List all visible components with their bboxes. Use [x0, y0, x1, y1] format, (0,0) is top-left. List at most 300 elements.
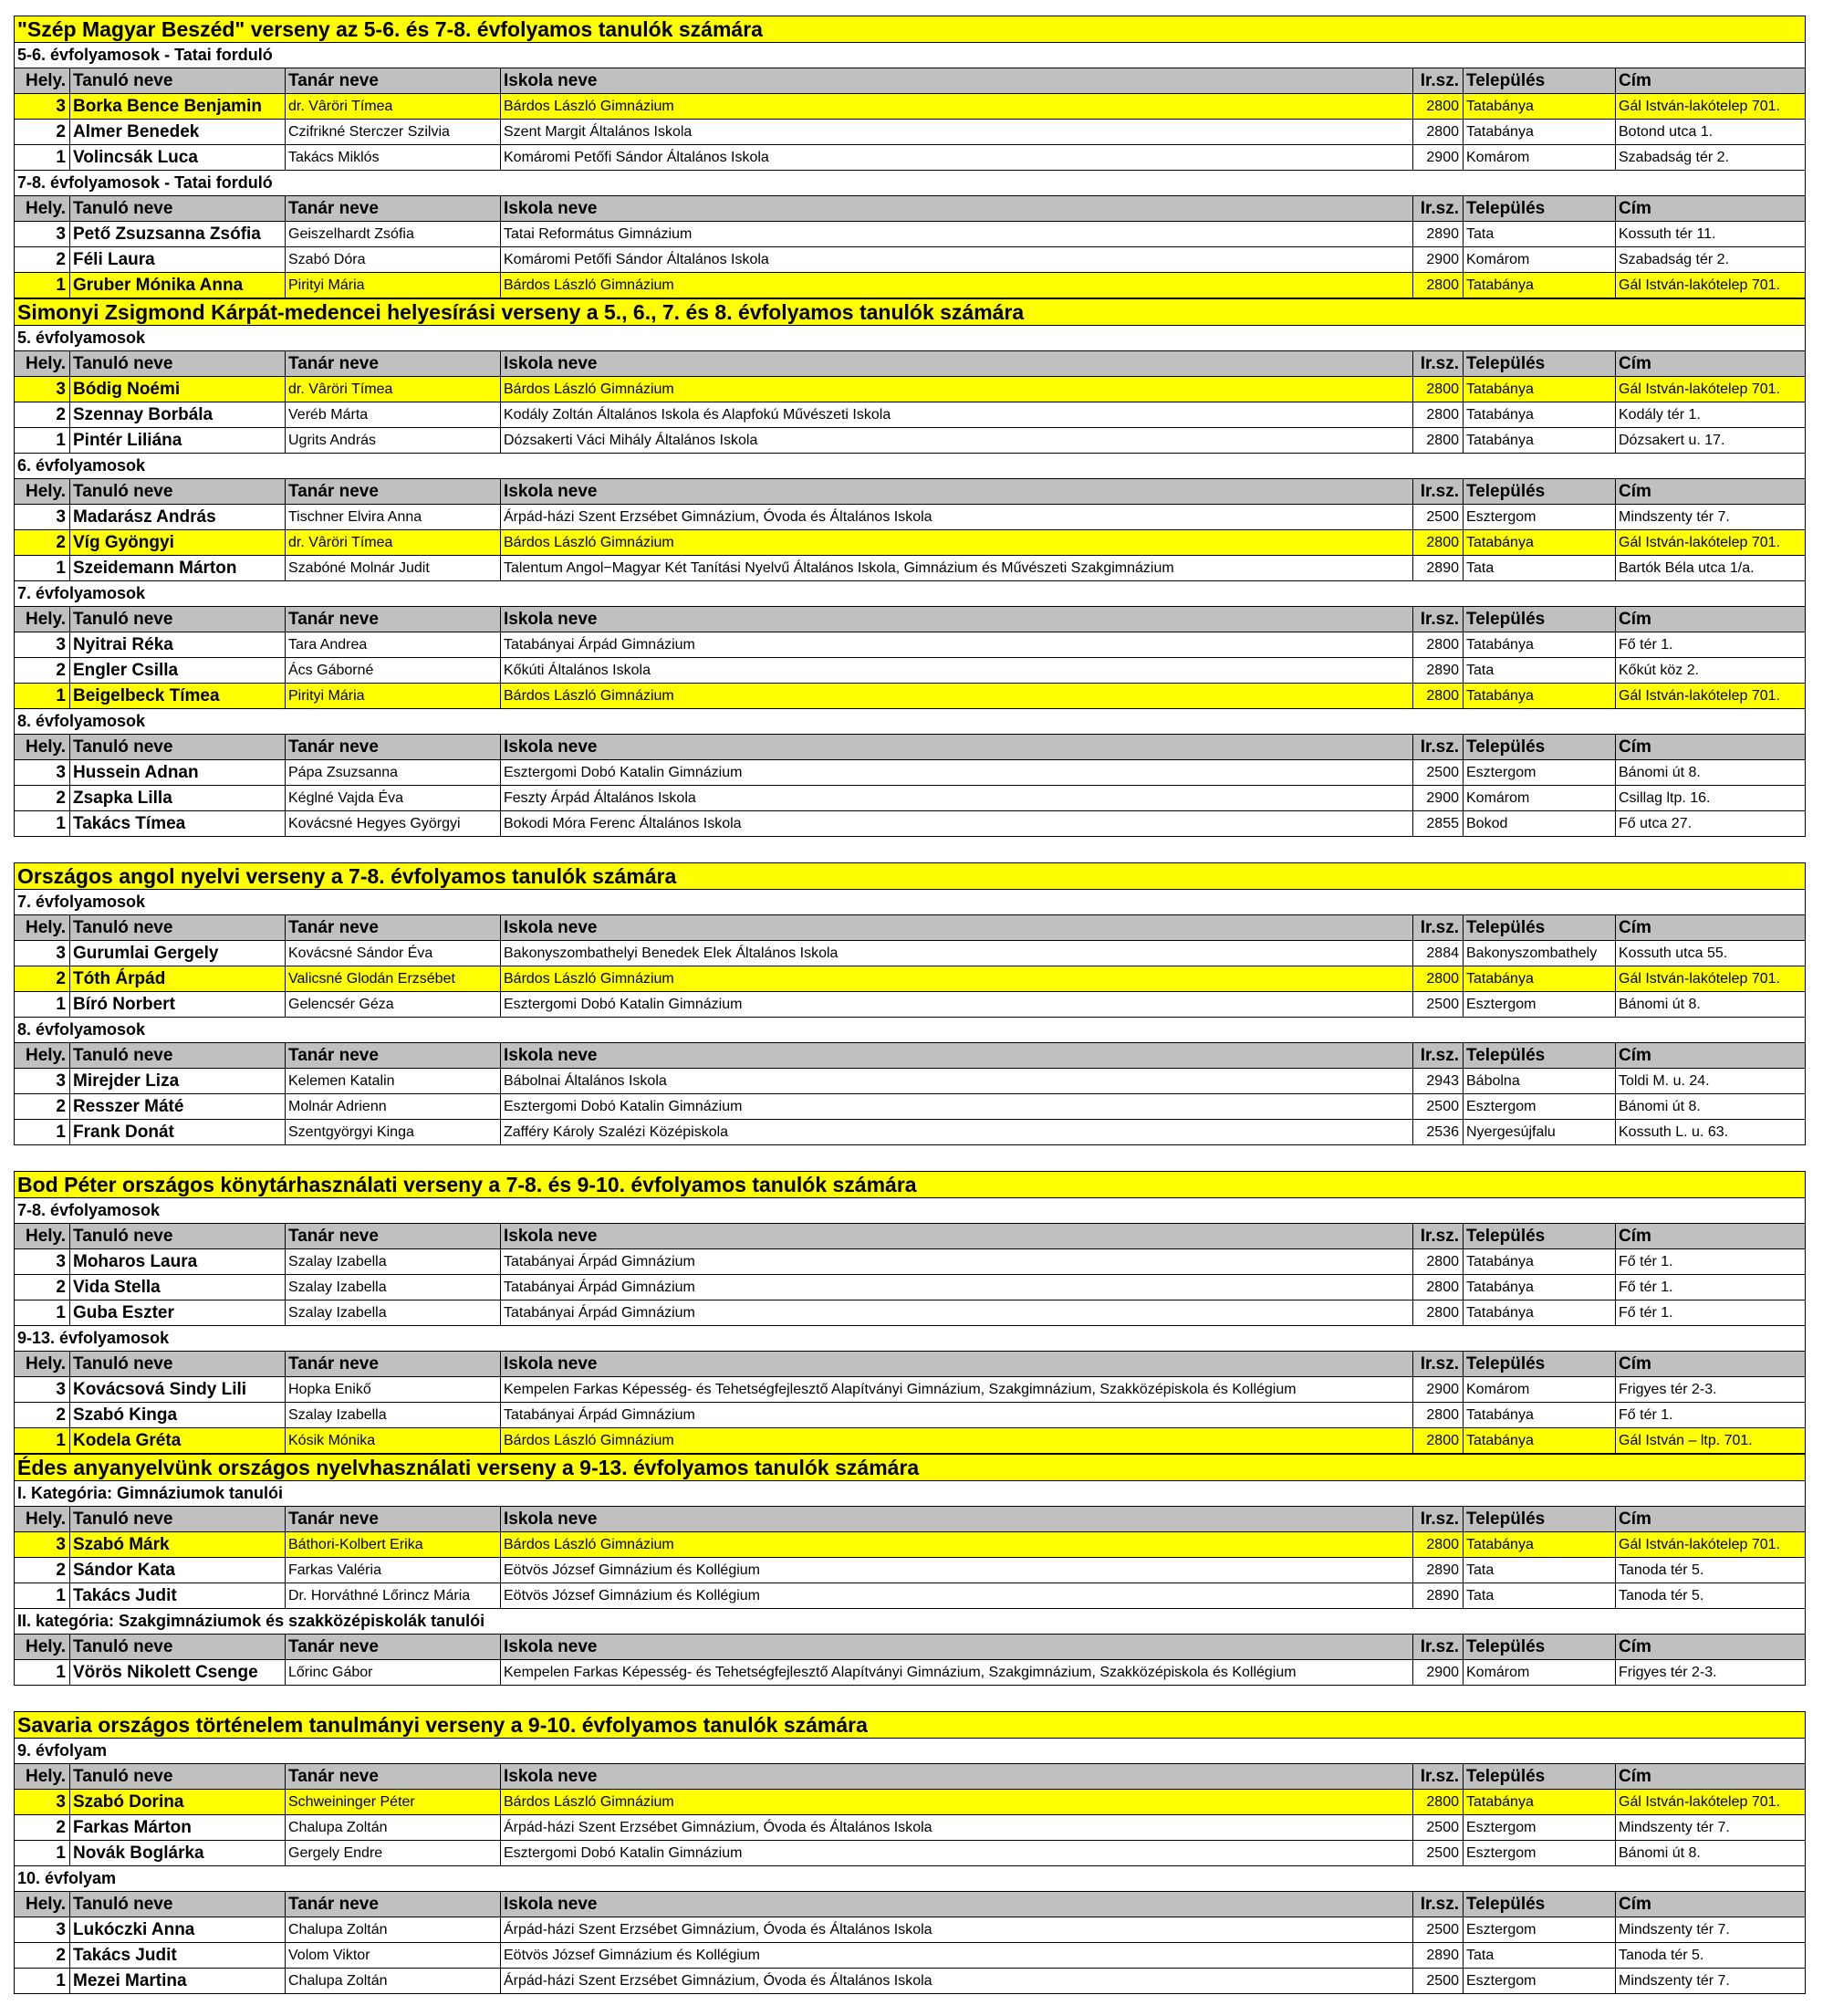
city-cell: Tatabánya	[1464, 377, 1616, 402]
competition-title: Édes anyanyelvünk országos nyelvhasználati verseny a 9-13. évfolyamos tanulók számára	[14, 1454, 1806, 1481]
header-school: Iskola neve	[501, 607, 1413, 632]
student-cell: Hussein Adnan	[70, 760, 286, 786]
city-cell: Tatabánya	[1464, 966, 1616, 992]
school-cell: Bokodi Móra Ferenc Általános Iskola	[501, 811, 1413, 837]
column-header-row	[14, 479, 1806, 505]
zip-cell: 2800	[1413, 1300, 1464, 1326]
student-cell: Tóth Árpád	[70, 966, 286, 992]
place-cell: 2	[14, 247, 70, 273]
school-cell: Bárdos László Gimnázium	[501, 966, 1413, 992]
teacher-cell: Szalay Izabella	[286, 1403, 501, 1428]
grade-group-label: 8. évfolyamosok	[14, 709, 1806, 735]
teacher-cell: Szabó Dóra	[286, 247, 501, 273]
place-cell: 2	[14, 1815, 70, 1841]
zip-cell: 2500	[1413, 1815, 1464, 1841]
header-city: Település	[1464, 607, 1616, 632]
city-cell: Tata	[1464, 1583, 1616, 1609]
school-cell: Árpád-házi Szent Erzsébet Gimnázium, Óvoda és Általános Iskola	[501, 505, 1413, 530]
header-teacher: Tanár neve	[286, 196, 501, 222]
header-place: Hely.	[14, 1764, 70, 1790]
address-cell: Frigyes tér 2-3.	[1616, 1660, 1806, 1686]
teacher-cell: Szabóné Molnár Judit	[286, 556, 501, 581]
result-row	[14, 1917, 1806, 1943]
address-cell: Bánomi út 8.	[1616, 992, 1806, 1018]
column-header-row	[14, 1507, 1806, 1532]
result-row	[14, 1532, 1806, 1558]
header-place: Hely.	[14, 735, 70, 760]
city-cell: Tatabánya	[1464, 428, 1616, 454]
city-cell: Tatabánya	[1464, 1300, 1616, 1326]
teacher-cell: Báthori-Kolbert Erika	[286, 1532, 501, 1558]
place-cell: 2	[14, 1403, 70, 1428]
school-cell: Esztergomi Dobó Katalin Gimnázium	[501, 1094, 1413, 1120]
city-cell: Tatabánya	[1464, 684, 1616, 709]
zip-cell: 2800	[1413, 120, 1464, 145]
city-cell: Bakonyszombathely	[1464, 941, 1616, 966]
header-school: Iskola neve	[501, 479, 1413, 505]
place-cell: 3	[14, 1532, 70, 1558]
school-cell: Szent Margit Általános Iskola	[501, 120, 1413, 145]
place-cell: 1	[14, 1841, 70, 1866]
result-row	[14, 1403, 1806, 1428]
student-cell: Guba Eszter	[70, 1300, 286, 1326]
result-row	[14, 530, 1806, 556]
zip-cell: 2536	[1413, 1120, 1464, 1145]
result-row	[14, 556, 1806, 581]
student-cell: Almer Benedek	[70, 120, 286, 145]
header-school: Iskola neve	[501, 1043, 1413, 1069]
address-cell: Toldi M. u. 24.	[1616, 1069, 1806, 1094]
city-cell: Tata	[1464, 1558, 1616, 1583]
grade-group-label: 9-13. évfolyamosok	[14, 1326, 1806, 1352]
city-cell: Tatabánya	[1464, 1275, 1616, 1300]
city-cell: Tatabánya	[1464, 632, 1616, 658]
results-sheet	[14, 16, 1806, 1994]
header-address: Cím	[1616, 1507, 1806, 1532]
place-cell: 3	[14, 1790, 70, 1815]
header-address: Cím	[1616, 1043, 1806, 1069]
address-cell: Gál István-lakótelep 701.	[1616, 966, 1806, 992]
place-cell: 3	[14, 222, 70, 247]
city-cell: Tatabánya	[1464, 1403, 1616, 1428]
address-cell: Tanoda tér 5.	[1616, 1558, 1806, 1583]
column-header-row	[14, 1764, 1806, 1790]
header-zip: Ir.sz.	[1413, 1352, 1464, 1377]
header-school: Iskola neve	[501, 68, 1413, 94]
school-cell: Bárdos László Gimnázium	[501, 273, 1413, 298]
student-cell: Mezei Martina	[70, 1969, 286, 1994]
result-row	[14, 402, 1806, 428]
city-cell: Tata	[1464, 556, 1616, 581]
student-cell: Pető Zsuzsanna Zsófia	[70, 222, 286, 247]
place-cell: 2	[14, 1275, 70, 1300]
zip-cell: 2900	[1413, 145, 1464, 171]
place-cell: 1	[14, 1583, 70, 1609]
header-student: Tanuló neve	[70, 1764, 286, 1790]
column-header-row	[14, 1635, 1806, 1660]
result-row	[14, 632, 1806, 658]
result-row	[14, 1790, 1806, 1815]
header-school: Iskola neve	[501, 1352, 1413, 1377]
school-cell: Kodály Zoltán Általános Iskola és Alapfokú Művészeti Iskola	[501, 402, 1413, 428]
column-header-row	[14, 1352, 1806, 1377]
place-cell: 1	[14, 1660, 70, 1686]
teacher-cell: Takács Miklós	[286, 145, 501, 171]
result-row	[14, 1377, 1806, 1403]
header-address: Cím	[1616, 735, 1806, 760]
place-cell: 3	[14, 377, 70, 402]
result-row	[14, 1660, 1806, 1686]
teacher-cell: Ács Gáborné	[286, 658, 501, 684]
student-cell: Vörös Nikolett Csenge	[70, 1660, 286, 1686]
address-cell: Fő tér 1.	[1616, 1403, 1806, 1428]
place-cell: 2	[14, 120, 70, 145]
student-cell: Novák Boglárka	[70, 1841, 286, 1866]
school-cell: Dózsakerti Váci Mihály Általános Iskola	[501, 428, 1413, 454]
header-address: Cím	[1616, 1224, 1806, 1249]
place-cell: 2	[14, 1943, 70, 1969]
header-city: Település	[1464, 351, 1616, 377]
address-cell: Fő tér 1.	[1616, 1249, 1806, 1275]
zip-cell: 2800	[1413, 632, 1464, 658]
competition-section	[14, 16, 1806, 298]
zip-cell: 2800	[1413, 273, 1464, 298]
teacher-cell: Ugrits András	[286, 428, 501, 454]
zip-cell: 2500	[1413, 1841, 1464, 1866]
student-cell: Gruber Mónika Anna	[70, 273, 286, 298]
teacher-cell: Veréb Márta	[286, 402, 501, 428]
result-row	[14, 247, 1806, 273]
student-cell: Takács Judit	[70, 1583, 286, 1609]
city-cell: Tatabánya	[1464, 1428, 1616, 1454]
header-city: Település	[1464, 1507, 1616, 1532]
competition-section	[14, 1454, 1806, 1686]
result-row	[14, 94, 1806, 120]
header-school: Iskola neve	[501, 1892, 1413, 1917]
header-city: Település	[1464, 479, 1616, 505]
header-student: Tanuló neve	[70, 607, 286, 632]
zip-cell: 2890	[1413, 658, 1464, 684]
header-teacher: Tanár neve	[286, 351, 501, 377]
competition-title: Savaria országos történelem tanulmányi verseny a 9-10. évfolyamos tanulók számára	[14, 1711, 1806, 1739]
student-cell: Féli Laura	[70, 247, 286, 273]
header-place: Hely.	[14, 1635, 70, 1660]
header-zip: Ir.sz.	[1413, 479, 1464, 505]
student-cell: Lukóczki Anna	[70, 1917, 286, 1943]
header-student: Tanuló neve	[70, 479, 286, 505]
student-cell: Gurumlai Gergely	[70, 941, 286, 966]
city-cell: Tatabánya	[1464, 402, 1616, 428]
teacher-cell: Szalay Izabella	[286, 1275, 501, 1300]
header-place: Hely.	[14, 1507, 70, 1532]
header-address: Cím	[1616, 1635, 1806, 1660]
city-cell: Esztergom	[1464, 1841, 1616, 1866]
place-cell: 1	[14, 273, 70, 298]
teacher-cell: Czifrikné Sterczer Szilvia	[286, 120, 501, 145]
header-city: Település	[1464, 1635, 1616, 1660]
header-city: Település	[1464, 1764, 1616, 1790]
header-school: Iskola neve	[501, 196, 1413, 222]
competition-section	[14, 1171, 1806, 1454]
city-cell: Tatabánya	[1464, 94, 1616, 120]
school-cell: Esztergomi Dobó Katalin Gimnázium	[501, 760, 1413, 786]
place-cell: 1	[14, 428, 70, 454]
address-cell: Kossuth utca 55.	[1616, 941, 1806, 966]
header-student: Tanuló neve	[70, 351, 286, 377]
header-address: Cím	[1616, 68, 1806, 94]
zip-cell: 2800	[1413, 684, 1464, 709]
header-teacher: Tanár neve	[286, 1352, 501, 1377]
header-school: Iskola neve	[501, 915, 1413, 941]
zip-cell: 2800	[1413, 1790, 1464, 1815]
student-cell: Mirejder Liza	[70, 1069, 286, 1094]
header-place: Hely.	[14, 479, 70, 505]
place-cell: 1	[14, 1428, 70, 1454]
place-cell: 3	[14, 760, 70, 786]
student-cell: Szennay Borbála	[70, 402, 286, 428]
place-cell: 3	[14, 94, 70, 120]
teacher-cell: Lőrinc Gábor	[286, 1660, 501, 1686]
competition-section	[14, 298, 1806, 837]
address-cell: Bánomi út 8.	[1616, 1841, 1806, 1866]
city-cell: Tatabánya	[1464, 1790, 1616, 1815]
city-cell: Tatabánya	[1464, 273, 1616, 298]
column-header-row	[14, 351, 1806, 377]
header-zip: Ir.sz.	[1413, 196, 1464, 222]
header-student: Tanuló neve	[70, 196, 286, 222]
city-cell: Tata	[1464, 658, 1616, 684]
column-header-row	[14, 607, 1806, 632]
result-row	[14, 684, 1806, 709]
school-cell: Bárdos László Gimnázium	[501, 377, 1413, 402]
grade-group-label: 6. évfolyamosok	[14, 454, 1806, 479]
address-cell: Szabadság tér 2.	[1616, 247, 1806, 273]
student-cell: Bíró Norbert	[70, 992, 286, 1018]
place-cell: 3	[14, 1917, 70, 1943]
place-cell: 3	[14, 1249, 70, 1275]
header-address: Cím	[1616, 607, 1806, 632]
student-cell: Szabó Márk	[70, 1532, 286, 1558]
result-row	[14, 1583, 1806, 1609]
zip-cell: 2855	[1413, 811, 1464, 837]
zip-cell: 2800	[1413, 94, 1464, 120]
zip-cell: 2800	[1413, 428, 1464, 454]
address-cell: Kodály tér 1.	[1616, 402, 1806, 428]
zip-cell: 2943	[1413, 1069, 1464, 1094]
student-cell: Szabó Kinga	[70, 1403, 286, 1428]
address-cell: Kossuth L. u. 63.	[1616, 1120, 1806, 1145]
school-cell: Tatabányai Árpád Gimnázium	[501, 632, 1413, 658]
teacher-cell: Kovácsné Hegyes Györgyi	[286, 811, 501, 837]
city-cell: Esztergom	[1464, 1969, 1616, 1994]
teacher-cell: Szentgyörgyi Kinga	[286, 1120, 501, 1145]
result-row	[14, 377, 1806, 402]
header-city: Település	[1464, 735, 1616, 760]
teacher-cell: Farkas Valéria	[286, 1558, 501, 1583]
teacher-cell: Chalupa Zoltán	[286, 1969, 501, 1994]
school-cell: Árpád-házi Szent Erzsébet Gimnázium, Óvoda és Általános Iskola	[501, 1969, 1413, 1994]
school-cell: Zafféry Károly Szalézi Középiskola	[501, 1120, 1413, 1145]
header-zip: Ir.sz.	[1413, 607, 1464, 632]
teacher-cell: Volom Viktor	[286, 1943, 501, 1969]
city-cell: Komárom	[1464, 1660, 1616, 1686]
result-row	[14, 1815, 1806, 1841]
teacher-cell: Valicsné Glodán Erzsébet	[286, 966, 501, 992]
zip-cell: 2900	[1413, 1660, 1464, 1686]
place-cell: 2	[14, 530, 70, 556]
city-cell: Tatabánya	[1464, 1249, 1616, 1275]
header-place: Hely.	[14, 196, 70, 222]
zip-cell: 2900	[1413, 1377, 1464, 1403]
zip-cell: 2890	[1413, 556, 1464, 581]
header-zip: Ir.sz.	[1413, 68, 1464, 94]
header-zip: Ir.sz.	[1413, 1764, 1464, 1790]
result-row	[14, 1069, 1806, 1094]
grade-group-label: 10. évfolyam	[14, 1866, 1806, 1892]
header-city: Település	[1464, 1892, 1616, 1917]
header-student: Tanuló neve	[70, 1892, 286, 1917]
result-row	[14, 1275, 1806, 1300]
teacher-cell: Hopka Enikő	[286, 1377, 501, 1403]
result-row	[14, 1300, 1806, 1326]
grade-group-label: 8. évfolyamosok	[14, 1018, 1806, 1043]
header-teacher: Tanár neve	[286, 1507, 501, 1532]
result-row	[14, 966, 1806, 992]
header-student: Tanuló neve	[70, 735, 286, 760]
student-cell: Farkas Márton	[70, 1815, 286, 1841]
zip-cell: 2500	[1413, 992, 1464, 1018]
teacher-cell: Pirityi Mária	[286, 273, 501, 298]
competition-title: Országos angol nyelvi verseny a 7-8. évfolyamos tanulók számára	[14, 862, 1806, 890]
student-cell: Beigelbeck Tímea	[70, 684, 286, 709]
student-cell: Takács Tímea	[70, 811, 286, 837]
header-teacher: Tanár neve	[286, 1764, 501, 1790]
student-cell: Resszer Máté	[70, 1094, 286, 1120]
column-header-row	[14, 1043, 1806, 1069]
school-cell: Bárdos László Gimnázium	[501, 684, 1413, 709]
header-student: Tanuló neve	[70, 1352, 286, 1377]
city-cell: Komárom	[1464, 1377, 1616, 1403]
header-city: Település	[1464, 1352, 1616, 1377]
school-cell: Bábolnai Általános Iskola	[501, 1069, 1413, 1094]
address-cell: Fő tér 1.	[1616, 1275, 1806, 1300]
place-cell: 2	[14, 658, 70, 684]
header-zip: Ir.sz.	[1413, 1635, 1464, 1660]
grade-group-label: 5. évfolyamosok	[14, 326, 1806, 351]
grade-group-label: 5-6. évfolyamosok - Tatai forduló	[14, 43, 1806, 68]
address-cell: Gál István-lakótelep 701.	[1616, 684, 1806, 709]
competition-title: "Szép Magyar Beszéd" verseny az 5-6. és 7-8. évfolyamos tanulók számára	[14, 16, 1806, 43]
result-row	[14, 428, 1806, 454]
header-student: Tanuló neve	[70, 915, 286, 941]
place-cell: 1	[14, 1969, 70, 1994]
school-cell: Eötvös József Gimnázium és Kollégium	[501, 1583, 1413, 1609]
header-city: Település	[1464, 68, 1616, 94]
column-header-row	[14, 915, 1806, 941]
competition-section	[14, 862, 1806, 1145]
teacher-cell: Tara Andrea	[286, 632, 501, 658]
place-cell: 1	[14, 1300, 70, 1326]
header-teacher: Tanár neve	[286, 68, 501, 94]
city-cell: Komárom	[1464, 145, 1616, 171]
place-cell: 1	[14, 145, 70, 171]
school-cell: Komáromi Petőfi Sándor Általános Iskola	[501, 145, 1413, 171]
header-address: Cím	[1616, 196, 1806, 222]
teacher-cell: Schweininger Péter	[286, 1790, 501, 1815]
school-cell: Tatabányai Árpád Gimnázium	[501, 1249, 1413, 1275]
place-cell: 2	[14, 966, 70, 992]
result-row	[14, 658, 1806, 684]
zip-cell: 2900	[1413, 247, 1464, 273]
address-cell: Frigyes tér 2-3.	[1616, 1377, 1806, 1403]
city-cell: Tata	[1464, 222, 1616, 247]
result-row	[14, 505, 1806, 530]
header-address: Cím	[1616, 1892, 1806, 1917]
city-cell: Bokod	[1464, 811, 1616, 837]
header-address: Cím	[1616, 1352, 1806, 1377]
city-cell: Bábolna	[1464, 1069, 1616, 1094]
teacher-cell: Szalay Izabella	[286, 1249, 501, 1275]
place-cell: 1	[14, 684, 70, 709]
grade-group-label: 7-8. évfolyamosok - Tatai forduló	[14, 171, 1806, 196]
city-cell: Esztergom	[1464, 760, 1616, 786]
teacher-cell: Gelencsér Géza	[286, 992, 501, 1018]
city-cell: Tata	[1464, 1943, 1616, 1969]
grade-group-label: 9. évfolyam	[14, 1739, 1806, 1764]
address-cell: Fő utca 27.	[1616, 811, 1806, 837]
header-place: Hely.	[14, 68, 70, 94]
header-zip: Ir.sz.	[1413, 1043, 1464, 1069]
address-cell: Gál István-lakótelep 701.	[1616, 377, 1806, 402]
zip-cell: 2900	[1413, 786, 1464, 811]
grade-group-label: 7. évfolyamosok	[14, 581, 1806, 607]
header-zip: Ir.sz.	[1413, 351, 1464, 377]
result-row	[14, 1841, 1806, 1866]
header-city: Település	[1464, 1043, 1616, 1069]
zip-cell: 2800	[1413, 377, 1464, 402]
address-cell: Gál István-lakótelep 701.	[1616, 273, 1806, 298]
header-school: Iskola neve	[501, 1507, 1413, 1532]
header-student: Tanuló neve	[70, 1043, 286, 1069]
teacher-cell: Szalay Izabella	[286, 1300, 501, 1326]
place-cell: 3	[14, 941, 70, 966]
address-cell: Fő tér 1.	[1616, 632, 1806, 658]
grade-group-label: I. Kategória: Gimnáziumok tanulói	[14, 1481, 1806, 1507]
place-cell: 1	[14, 992, 70, 1018]
teacher-cell: Gergely Endre	[286, 1841, 501, 1866]
result-row	[14, 145, 1806, 171]
school-cell: Kempelen Farkas Képesség- és Tehetségfejlesztő Alapítványi Gimnázium, Szakgimnázium, Szakközépiskola és Kollégium	[501, 1660, 1413, 1686]
place-cell: 2	[14, 402, 70, 428]
student-cell: Kovácsová Sindy Lili	[70, 1377, 286, 1403]
header-place: Hely.	[14, 915, 70, 941]
address-cell: Gál István-lakótelep 701.	[1616, 94, 1806, 120]
result-row	[14, 811, 1806, 837]
place-cell: 1	[14, 556, 70, 581]
city-cell: Tatabánya	[1464, 1532, 1616, 1558]
result-row	[14, 1969, 1806, 1994]
address-cell: Tanoda tér 5.	[1616, 1943, 1806, 1969]
header-school: Iskola neve	[501, 351, 1413, 377]
school-cell: Bárdos László Gimnázium	[501, 1532, 1413, 1558]
place-cell: 3	[14, 505, 70, 530]
teacher-cell: Kovácsné Sándor Éva	[286, 941, 501, 966]
teacher-cell: Molnár Adrienn	[286, 1094, 501, 1120]
zip-cell: 2800	[1413, 1249, 1464, 1275]
header-teacher: Tanár neve	[286, 479, 501, 505]
place-cell: 3	[14, 1069, 70, 1094]
zip-cell: 2800	[1413, 1275, 1464, 1300]
